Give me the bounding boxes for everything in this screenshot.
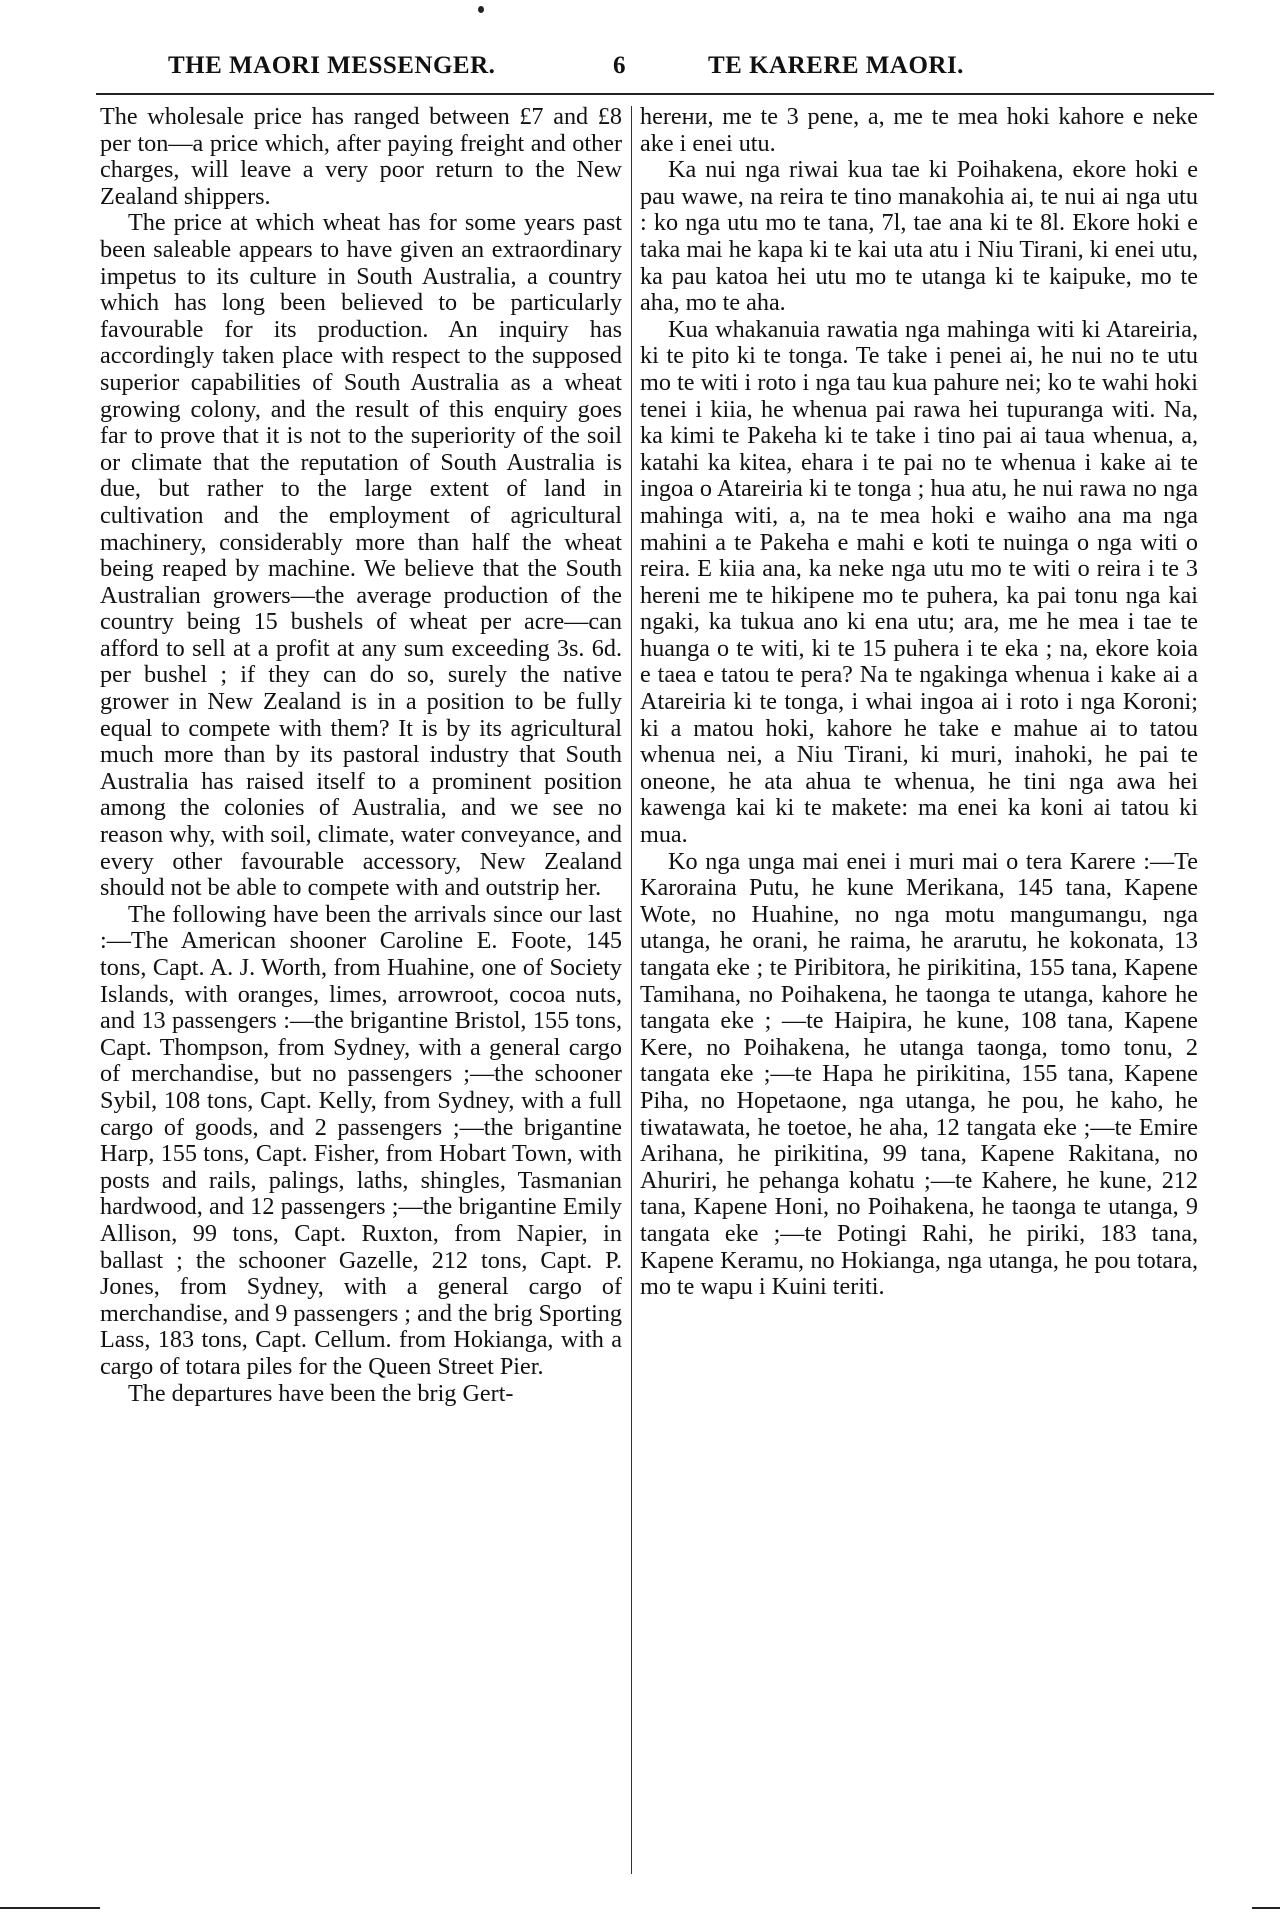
maori-paragraph-2: Ka nui nga riwai kua tae ki Poihakena, ekore hoki e pau wawe, na reira te tino manakohia ai, te nui ai nga utu : ko nga utu mo te tana, 7l, tae ana ki te 8l. Ekore hoki e taka mai he kapa ki te kai uta atu i Niu Tirani, ki enei utu, ka pau katoa hei utu mo te utanga ki te kaipuke, mo te aha, mo te aha. (640, 156, 1198, 317)
maori-paragraph-1: herени, me te 3 pene, a, me te mea hoki kahore e neke ake i enei utu. (640, 104, 1198, 157)
english-paragraph-1: The wholesale price has ranged between £7 and £8 per ton—a price which, after paying freight and other charges, will leave a very poor return to the New Zealand shippers. (100, 104, 622, 210)
footer-rule-left (0, 1907, 100, 1909)
column-divider (631, 106, 632, 1874)
maori-column (640, 104, 1198, 1879)
page-number: 6 (613, 52, 626, 79)
ink-dot (478, 6, 484, 13)
maori-paragraph-4: Ko nga unga mai enei i muri mai o tera Karere :—Te Karoraina Putu, he kune Merikana, 145 tana, Kapene Wote, no Huahine, no nga motu mangumangu, nga utanga, he orani, he raima, he ararutu, he kokonata, 13 tangata eke ; te Piribitora, he pirikitina, 155 tana, Kapene Tamihana, no Poihakena, he taonga te utanga, kahore he tangata eke ; —te Haipira, he kune, 108 tana, Kapene Kere, no Poihakena, he utanga taonga, tomo tonu, 2 tangata eke ;—te Hapa he pirikitina, 155 tana, Kapene Piha, no Hopetaone, nga utanga, he pou, he kaho, he tiwatawata, he toetoe, he aha, 12 tangata eke ;—te Emire Arihana, he pirikitina, 99 tana, Kapene Rakitana, no Ahuriri, he pehanga kohatu ;—te Kahere, he kune, 212 tana, Kapene Honi, no Poihakena, he taonga te utanga, 9 tangata eke ;—te Potingi Rahi, he piriki, 183 tana, Kapene Keramu, no Hokianga, nga utanga, he pou totara, mo te wapu i Kuini teriti. (640, 847, 1198, 1301)
english-paragraph-2: The price at which wheat has for some years past been saleable appears to have given an extraordinary impetus to its culture in South Australia, a country which has long been believed to be particularly favourable for its production. An inquiry has accordingly taken place with respect to the supposed superior capabilities of South Australia as a wheat growing colony, and the result of this enquiry goes far to prove that it is not to the superiority of the soil or climate that the reputation of South Australia is due, but rather to the large extent of land in cultivation and the employment of agricultural machinery, considerably more than half the wheat being reaped by machine. We believe that the South Australian growers—the average production of the country being 15 bushels of wheat per acre—can afford to sell at a profit at any sum exceeding 3s. 6d. per bushel ; if they can do so, surely the native grower in New Zealand is in a position to be fully equal to compete with them? It is by its agricultural much more than by its pastoral industry that South Australia has raised itself to a prominent position among the colonies of Australia, and we see no reason why, with soil, climate, water conveyance, and every other favourable accessory, New Zealand should not be able to compete with and outstrip her. (100, 209, 622, 902)
footer-rule-right (1252, 1907, 1280, 1909)
english-masthead: THE MAORI MESSENGER. (168, 52, 496, 79)
english-column (100, 104, 622, 1879)
maori-paragraph-3: Kua whakanuia rawatia nga mahinga witi ki Atareiria, ki te pito ki te tonga. Te take i penei ai, he nui no te utu mo te witi i roto i nga tau kua pahure nei; ko te wahi hoki tenei i kiia, he whenua pai rawa hei tupuranga witi. Na, ka kimi te Pakeha ki te take i tino pai ai taua whenua, a, katahi ka kitea, ehara i te pai no te whenua i kake ai te ingoa o Atareiria ki te tonga ; hua atu, he nui rawa no nga mahinga witi, a, na te mea hoki e waiho ana ma nga mahini a te Pakeha e mahi e koti te nuinga o nga witi o reira. E kiia ana, ka neke nga utu mo te witi o reira i te 3 hereni me te hikipene mo te puhera, ka pai tonu nga kai ngaki, ka tukua ano ki ena utu; ara, me he mea i tae te huanga o te witi, ki te 15 puhera i te eka ; na, ekore koia e taea e tatou te pera? Na te ngakinga whenua i kake ai a Atareiria ki te tonga, i whai ingoa ai i roto i nga Koroni; ki a matou hoki, kahore he take e mahue ai to tatou whenua nei, a Niu Tirani, ki muri, inahoki, he pai te oneone, he ata ahua te whenua, he tini nga awa hei kawenga kai ki te makete: ma enei ka koni ai tatou ki mua. (640, 315, 1198, 849)
header-rule (96, 93, 1214, 95)
maori-masthead: TE KARERE MAORI. (708, 52, 964, 79)
page-header (130, 52, 1050, 86)
english-paragraph-4: The departures have been the brig Gert- (128, 1379, 514, 1407)
english-paragraph-3: The following have been the arrivals since our last :—The American shooner Caroline E. Foote, 145 tons, Capt. A. J. Worth, from Huahine, one of Society Islands, with oranges, limes, arrowroot, cocoa nuts, and 13 passengers :—the brigantine Bristol, 155 tons, Capt. Thompson, from Sydney, with a general cargo of merchandise, but no passengers ;—the schooner Sybil, 108 tons, Capt. Kelly, from Sydney, with a full cargo of goods, and 2 passengers ;—the brigantine Harp, 155 tons, Capt. Fisher, from Hobart Town, with posts and rails, palings, laths, shingles, Tasmanian hardwood, and 12 passengers ;—the brigantine Emily Allison, 99 tons, Capt. Ruxton, from Napier, in ballast ; the schooner Gazelle, 212 tons, Capt. P. Jones, from Sydney, with a general cargo of merchandise, and 9 passengers ; and the brig Sporting Lass, 183 tons, Capt. Cellum. from Hokianga, with a cargo of totara piles for the Queen Street Pier. (100, 900, 622, 1380)
